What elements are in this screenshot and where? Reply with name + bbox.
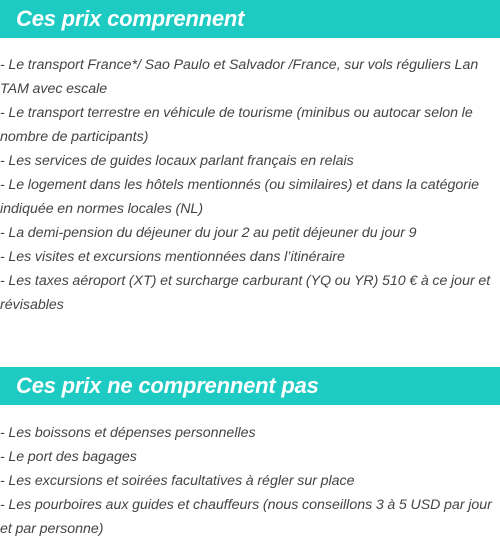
section-header-excluded	[0, 367, 500, 405]
list-item: - Les services de guides locaux parlant français en relais	[0, 153, 354, 169]
section-title-included: Ces prix comprennent	[16, 6, 245, 31]
excluded-items-list	[0, 421, 500, 541]
list-item: - Les pourboires aux guides et chauffeurs (nous conseillons 3 à 5 USD par jour et par personne)	[0, 497, 492, 537]
list-item: - Les excursions et soirées facultatives à régler sur place	[0, 473, 355, 489]
list-item: - Le logement dans les hôtels mentionnés (ou similaires) et dans la catégorie indiquée en normes locales (NL)	[0, 177, 480, 217]
list-item: - Le transport terrestre en véhicule de tourisme (minibus ou autocar selon le nombre de participants)	[0, 105, 473, 145]
list-item: - Les taxes aéroport (XT) et surcharge carburant (YQ ou YR) 510 € à ce jour et révisables	[0, 273, 491, 313]
list-item: - Les visites et excursions mentionnées dans l’itinéraire	[0, 249, 345, 265]
list-item: - Les boissons et dépenses personnelles	[0, 425, 256, 441]
section-header-included	[0, 0, 500, 38]
list-item: - La demi-pension du déjeuner du jour 2 au petit déjeuner du jour 9	[0, 225, 417, 241]
list-item: - Le transport France*/ Sao Paulo et Salvador /France, sur vols réguliers Lan TAM avec escale	[0, 57, 479, 97]
section-title-excluded: Ces prix ne comprennent pas	[16, 373, 319, 398]
list-item: - Le port des bagages	[0, 449, 137, 465]
included-items-list	[0, 53, 500, 317]
